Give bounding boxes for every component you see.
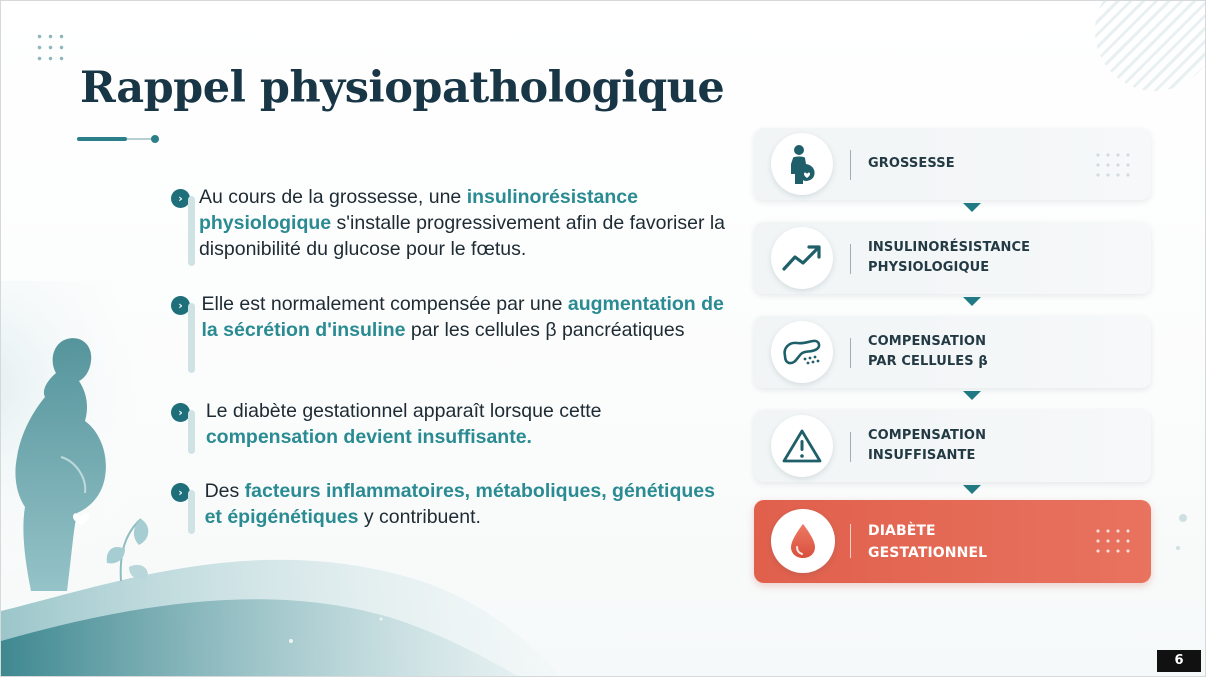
bullet-item — [169, 184, 729, 291]
decorative-dot — [1176, 546, 1180, 550]
bullet-text: Elle est normalement compensée par une augmentation de la sécrétion d'insuline par les cellules β pancréatiques — [201, 293, 724, 341]
flow-arrow — [963, 203, 981, 212]
chevron-right-icon: › — [171, 403, 190, 422]
decorative-stripes — [1095, 0, 1206, 91]
blood-drop-icon — [788, 522, 818, 560]
flow-step-label: GESTATIONNEL — [868, 544, 988, 561]
flow-step-label: INSULINORÉSISTANCE — [868, 240, 1031, 255]
pregnant-woman-icon — [785, 144, 819, 184]
decorative-dot-grid — [1093, 526, 1131, 554]
flow-step-insuffisante — [754, 410, 1151, 482]
flow-arrow — [963, 485, 981, 494]
flow-step-label: PAR CELLULES β — [868, 354, 988, 369]
page-number: 6 — [1157, 650, 1201, 672]
flow-step-grossesse — [754, 128, 1151, 200]
chevron-right-icon: › — [171, 189, 190, 208]
bullet-item — [169, 478, 729, 538]
bullet-item — [169, 398, 729, 478]
trend-up-icon — [782, 243, 822, 273]
flow-step-label: COMPENSATION — [868, 334, 987, 349]
decorative-dot-grid — [1093, 150, 1131, 178]
page-title: Rappel physiopathologique — [80, 63, 725, 113]
warning-icon — [782, 428, 822, 464]
bullet-text: Le diabète gestationnel apparaît lorsque cette compensation devient insuffisante. — [205, 400, 602, 448]
flow-step-label: GROSSESSE — [868, 156, 955, 171]
flow-arrow — [963, 391, 981, 400]
chevron-right-icon: › — [171, 296, 190, 315]
flow-step-label: COMPENSATION — [868, 428, 987, 443]
flow-step-label: DIABÈTE — [868, 522, 936, 539]
flow-step-insulinoresistance — [754, 222, 1151, 294]
flow-step-label: PHYSIOLOGIQUE — [868, 260, 990, 275]
title-underline — [77, 135, 161, 143]
pancreas-icon — [781, 336, 823, 368]
flow-step-diabete-gestationnel — [754, 500, 1151, 583]
bullet-list — [169, 184, 729, 538]
chevron-right-icon: › — [171, 483, 190, 502]
flow-arrow — [963, 297, 981, 306]
bullet-text: Des facteurs inflammatoires, métaboliques, génétiques et épigénétiques y contribuent. — [204, 480, 715, 528]
flow-step-label: INSUFFISANTE — [868, 448, 976, 463]
flow-step-compensation — [754, 316, 1151, 388]
bullet-text: Au cours de la grossesse, une insulinorésistance physiologique s'installe progressivement afin de favoriser la disponibilité du glucose pour le fœtus. — [198, 186, 726, 260]
bullet-item — [169, 291, 729, 398]
decorative-dot — [1179, 514, 1187, 522]
decorative-dot-grid — [34, 31, 68, 65]
